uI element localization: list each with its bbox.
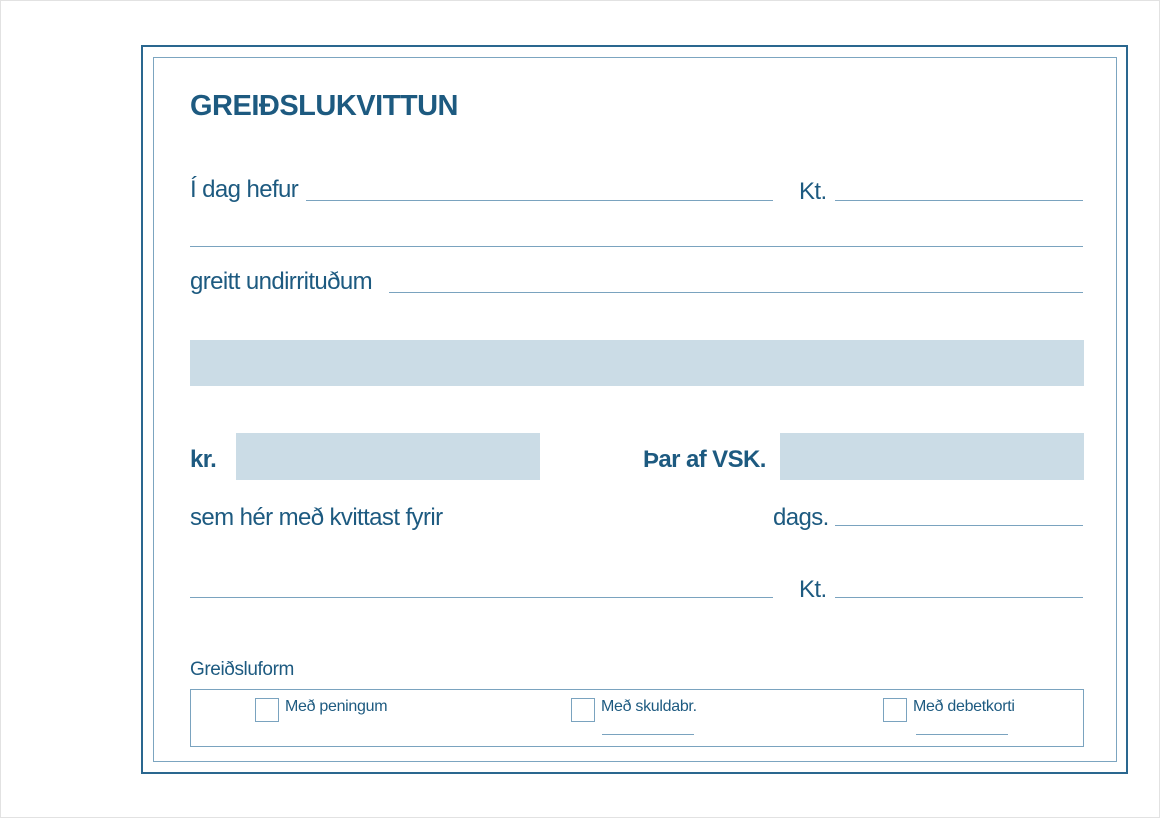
cash-checkbox[interactable] [255, 698, 279, 722]
recipient-kt-label: Kt. [799, 576, 827, 603]
paid-to-label: greitt undirrituðum [190, 268, 373, 295]
promissory-note-detail-field[interactable] [602, 734, 694, 735]
vat-field[interactable] [780, 433, 1084, 480]
paid-by-label: Í dag hefur [190, 176, 299, 203]
paid-by-field[interactable] [306, 200, 773, 201]
cash-option-label: Með peningum [285, 698, 388, 715]
signature-field[interactable] [190, 597, 773, 598]
paid-to-field[interactable] [389, 292, 1083, 293]
debit-card-detail-field[interactable] [916, 734, 1008, 735]
promissory-note-checkbox[interactable] [571, 698, 595, 722]
payer-kt-label: Kt. [799, 178, 827, 205]
date-field[interactable] [835, 525, 1083, 526]
amount-kr-label: kr. [190, 446, 217, 473]
amount-field[interactable] [236, 433, 540, 480]
promissory-note-option-label: Með skuldabr. [601, 698, 697, 715]
receipt-for-label: sem hér með kvittast fyrir [190, 504, 443, 531]
vat-label: Þar af VSK. [643, 446, 766, 473]
payment-method-heading: Greiðsluform [190, 659, 294, 680]
description-shaded-field[interactable] [190, 340, 1084, 386]
date-label: dags. [773, 504, 829, 531]
receipt-title: GREIÐSLUKVITTUN [190, 90, 458, 122]
paid-by-extra-line[interactable] [190, 246, 1083, 247]
debit-card-checkbox[interactable] [883, 698, 907, 722]
recipient-kt-field[interactable] [835, 597, 1083, 598]
receipt-inner-border [153, 57, 1117, 762]
payer-kt-field[interactable] [835, 200, 1083, 201]
debit-card-option-label: Með debetkorti [913, 698, 1015, 715]
